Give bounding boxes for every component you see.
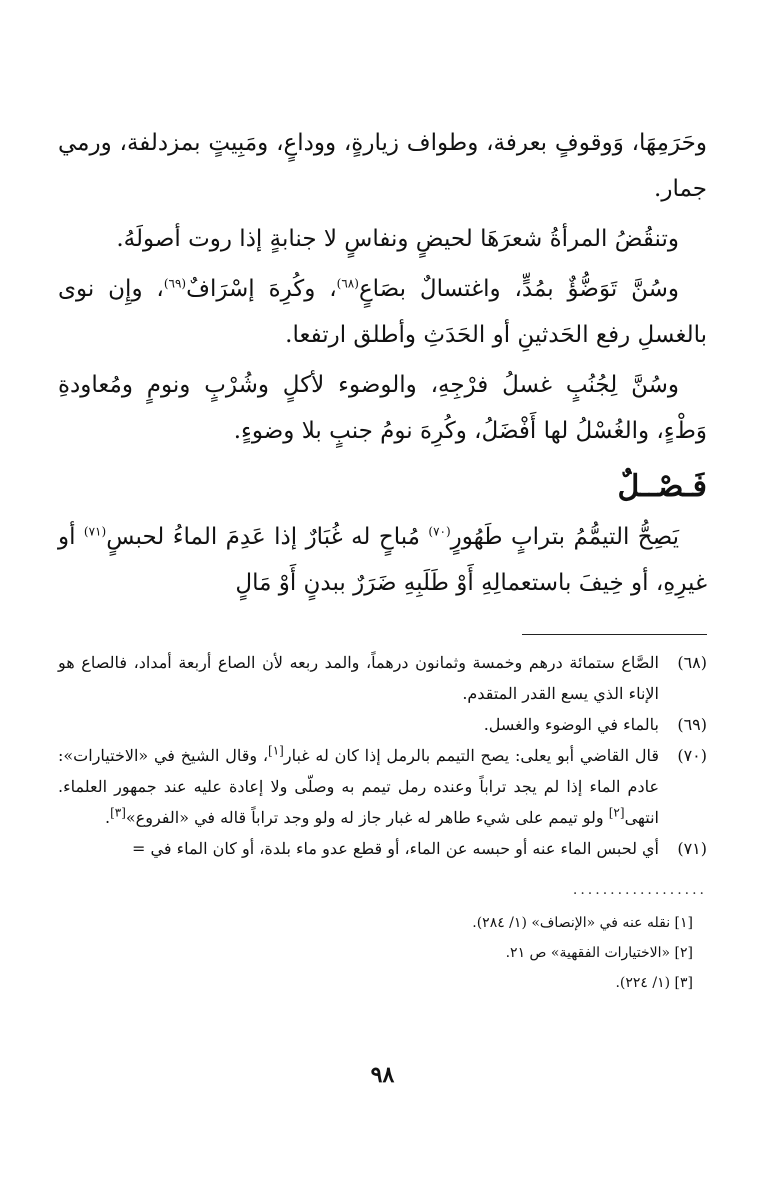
footnote-70-part-a: قال القاضي أبو يعلى: يصح التيمم بالرمل إذا كان له غبار (283, 746, 659, 765)
editor-references (58, 908, 707, 998)
footnotes (58, 647, 707, 864)
page-number: ٩٨ (370, 1062, 395, 1088)
footnote-number: (٧٠) (677, 746, 707, 765)
paragraph-5-part-a: يَصِحُّ التيمُّمُ بترابٍ طَهُورٍ (450, 524, 679, 550)
paragraph-1: وحَرَمِهَا، وَوقوفٍ بعرفة، وطواف زيارةٍ، ووداعٍ، ومَبِيتٍ بمزدلفة، ورمي جمار. (58, 130, 707, 202)
paragraph-3 (58, 266, 707, 358)
footnote-ref-69[interactable]: (٦٩) (163, 276, 187, 291)
footnote-71 (58, 833, 707, 864)
section-heading: فَـصْــلٌ (617, 469, 707, 504)
reference-mark-2[interactable]: [٢] (608, 805, 625, 820)
reference-3: [٣] (١/ ٢٢٤). (615, 975, 693, 991)
footnote-68 (58, 647, 707, 709)
footnote-70-part-d: . (104, 808, 111, 827)
paragraph-5-part-c: أو غيرِهِ، أو خِيفَ باستعمالِهِ أَوْ طَلَبِهِ ضَرَرٌ ببدنٍ أَوْ مَالٍ (58, 524, 707, 596)
footnote-number: (٧١) (677, 839, 707, 858)
paragraph-3-part-b: ، وكُرِهَ إسْرَافٌ (186, 276, 337, 302)
dotted-separator: .................. (572, 882, 707, 898)
footnote-text: أي لحبس الماء عنه أو حبسه عن الماء، أو قطع عدو ماء بلدة، أو كان الماء في = (132, 839, 659, 858)
page-content (58, 120, 707, 998)
footnote-separator (522, 634, 707, 635)
footnote-70 (58, 740, 707, 833)
paragraph-5-part-b: مُباحٍ له غُبَارٌ إذا عَدِمَ الماءُ لحبسٍ (106, 524, 429, 550)
reference-mark-3[interactable]: [٣] (110, 805, 126, 820)
reference-1: [١] نقله عنه في «الإنصاف» (١/ ٢٨٤). (472, 915, 693, 931)
main-text (58, 120, 707, 606)
paragraph-2: وتنقُضُ المرأةُ شعرَهَا لحيضٍ ونفاسٍ لا جنابةٍ إذا روت أصولَهُ. (116, 226, 679, 252)
paragraph-3-part-a: وسُنَّ تَوَضُّؤٌ بمُدٍّ، واغتسالٌ بصَاعٍ (358, 276, 679, 302)
footnote-70-part-c: ولو تيمم على شيء طاهر له غبار جاز له ولو وجد تراباً قاله في «الفروع» (125, 808, 609, 827)
footnote-ref-71[interactable]: (٧١) (83, 524, 107, 539)
footnote-text: بالماء في الوضوء والغسل. (483, 715, 659, 734)
paragraph-3-part-c: ، وإِن نوى بالغسلِ رفع الحَدثينِ أو الحَدَثِ وأطلق ارتفعا. (58, 276, 707, 348)
footnote-number: (٦٨) (677, 653, 707, 672)
reference-mark-1[interactable]: [١] (268, 743, 284, 758)
footnote-70-part-b: ، وقال الشيخ في «الاختيارات»: عادم الماء إذا لم يجد تراباً وعنده رمل تيمم به وصلّى ولا إعادة عليه عند جمهور العلماء. انتهى (58, 746, 659, 827)
footnote-text (58, 740, 659, 833)
footnote-69 (58, 709, 707, 740)
paragraph-5 (58, 514, 707, 606)
footnote-text: الصَّاع ستمائة درهم وخمسة وثمانون درهماً، والمد ربعه لأن الصاع أربعة أمداد، فالصاع هو الإناء الذي يسع القدر المتقدم. (58, 653, 659, 703)
reference-2: [٢] «الاختيارات الفقهية» ص ٢١. (505, 945, 693, 961)
footnote-number: (٦٩) (677, 715, 707, 734)
paragraph-4: وسُنَّ لِجُنُبٍ غسلُ فرْجِهِ، والوضوء لأكلٍ وشُرْبٍ ونومٍ ومُعاودةِ وَطْءٍ، والغُسْلُ لها أَفْضَلُ، وكُرِهَ نومُ جنبٍ بلا وضوءٍ. (58, 372, 707, 444)
footnote-ref-68[interactable]: (٦٨) (336, 276, 359, 291)
footnote-ref-70[interactable]: (٧٠) (428, 524, 451, 539)
